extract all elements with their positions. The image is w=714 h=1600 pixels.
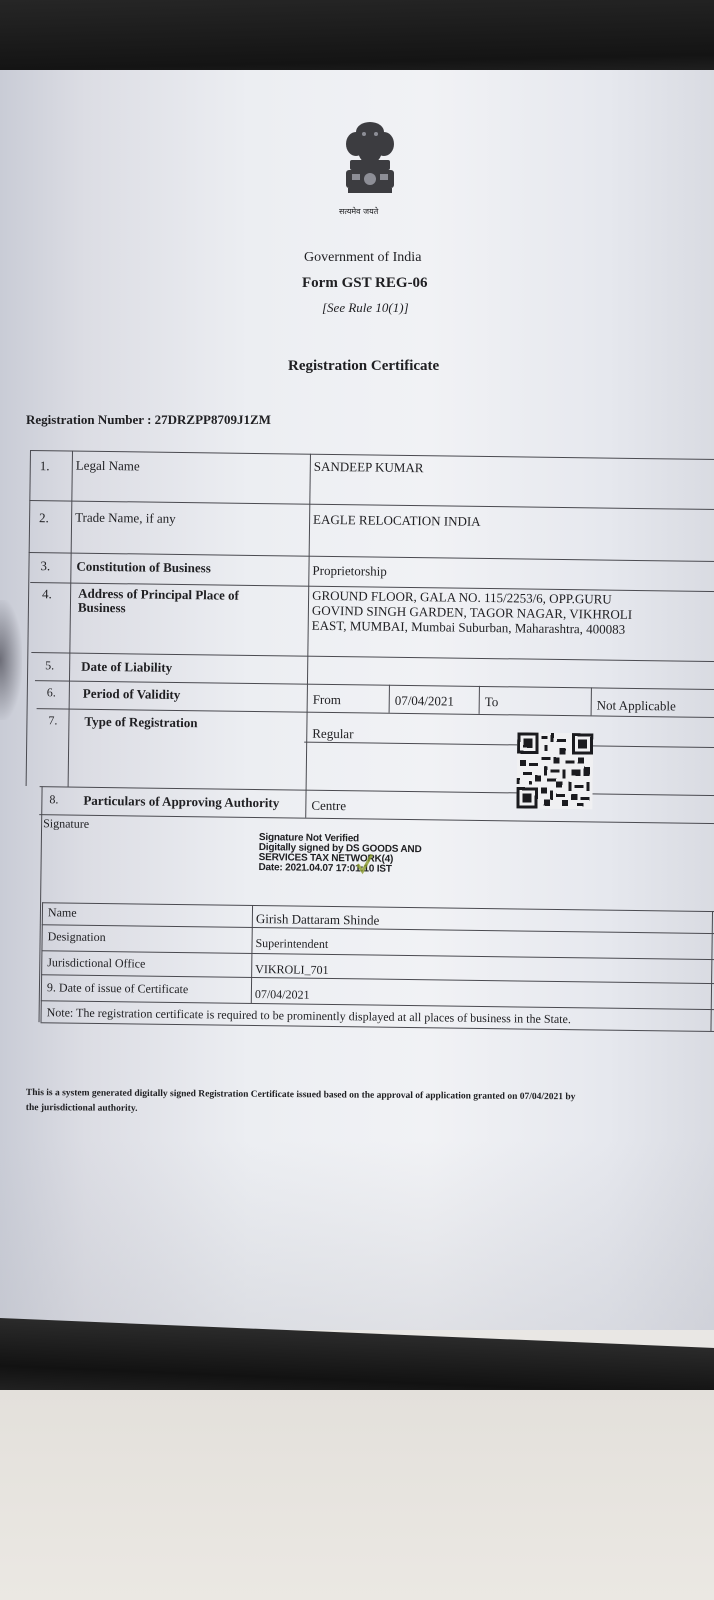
jurisdictional-office-label: Jurisdictional Office <box>47 955 146 971</box>
certificate-title: Registration Certificate <box>288 358 440 374</box>
name-label: Name <box>47 905 77 920</box>
signature-check-icon <box>355 852 373 874</box>
form-title: Form GST REG-06 <box>302 275 428 291</box>
designation-label: Designation <box>47 929 106 945</box>
row-number: 8. <box>49 792 59 807</box>
issue-date-label: 9. Date of issue of Certificate <box>46 980 189 997</box>
legal-name-label: Legal Name <box>75 457 140 474</box>
row-number: 4. <box>42 586 52 602</box>
approving-authority-label: Particulars of Approving Authority <box>83 792 280 811</box>
registration-table <box>20 450 714 1099</box>
name-value: Girish Dattaram Shinde <box>255 911 380 928</box>
legal-name-value: SANDEEP KUMAR <box>313 458 424 476</box>
issue-date-value: 07/04/2021 <box>254 987 310 1002</box>
row-number: 5. <box>45 658 55 673</box>
row-number: 7. <box>48 713 58 728</box>
registration-number: Registration Number : 27DRZPP8709J1ZM <box>26 412 271 427</box>
row-number: 1. <box>39 458 50 474</box>
row-number: 2. <box>39 510 49 526</box>
registration-type-label: Type of Registration <box>84 713 198 731</box>
address-value: GROUND FLOOR, GALA NO. 115/2253/6, OPP.GURU GOVIND SINGH GARDEN, TAGOR NAGAR, VIKHROLI EAST, MUMBAI, Mumbai Suburban, Maharashtra, 400083 <box>311 587 633 637</box>
digital-signature: Signature Not Verified Digitally signed by DS GOODS AND SERVICES TAX NETWORK(4) Date: 2021.04.07 17:01:10 IST <box>258 832 422 875</box>
government-title: Government of India <box>304 250 422 265</box>
trade-name-label: Trade Name, if any <box>75 509 176 526</box>
emblem-motto: सत्यमेव जयते <box>339 207 379 216</box>
row-number: 6. <box>46 685 56 700</box>
address-label: Address of Principal Place of Business <box>77 585 240 616</box>
constitution-value: Proprietorship <box>312 562 387 579</box>
left-shadow <box>0 600 22 720</box>
liability-date-label: Date of Liability <box>81 658 173 675</box>
designation-value: Superintendent <box>255 936 329 951</box>
wall-background <box>0 1390 714 1600</box>
trade-name-value: EAGLE RELOCATION INDIA <box>313 511 481 529</box>
signature-label: Signature <box>43 816 90 831</box>
footer-notice: This is a system generated digitally signed Registration Certificate issued based on the approval of application granted on 07/04/2021 by the jurisdictional authority. <box>25 1087 576 1114</box>
validity-from-label: From <box>312 691 342 708</box>
validity-to-value: Not Applicable <box>596 697 676 714</box>
constitution-label: Constitution of Business <box>76 558 211 576</box>
row-number: 3. <box>40 558 51 574</box>
validity-to-label: To <box>484 694 499 710</box>
paper-shading <box>0 1140 714 1330</box>
jurisdictional-office-value: VIKROLI_701 <box>255 962 329 977</box>
registration-type-value: Regular <box>312 725 354 742</box>
validity-label: Period of Validity <box>82 685 181 703</box>
note-text: Note: The registration certificate is required to be prominently displayed at all places of business in the State. <box>46 1005 571 1027</box>
validity-from-value: 07/04/2021 <box>394 692 455 709</box>
rule-reference: [See Rule 10(1)] <box>322 300 409 315</box>
qr-code-icon <box>516 732 593 809</box>
approving-authority-value: Centre <box>311 797 347 814</box>
